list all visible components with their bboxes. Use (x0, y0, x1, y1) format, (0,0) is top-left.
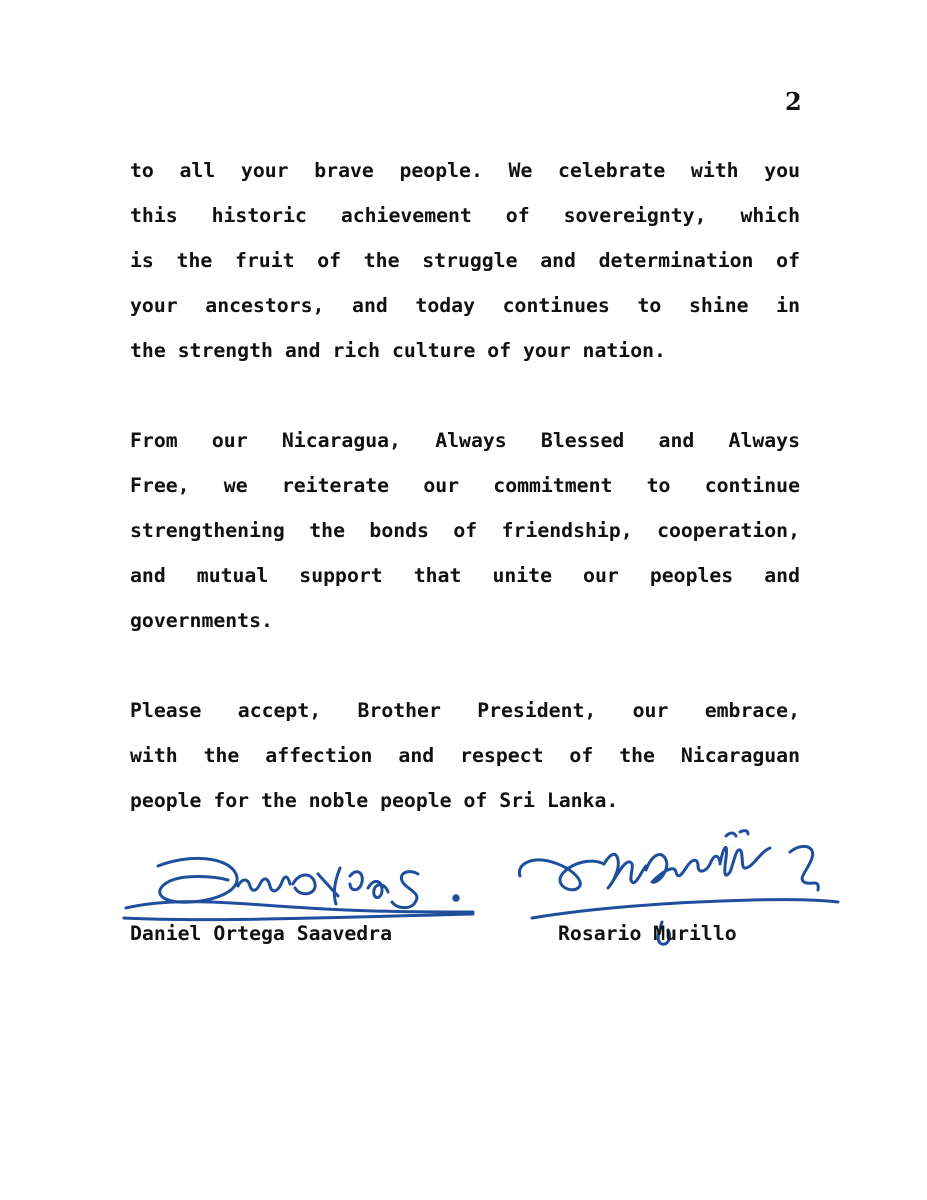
paragraph-line: Please accept, Brother President, our embrace, (130, 699, 800, 722)
paragraph-3 (130, 688, 800, 823)
paragraph-line: people for the noble people of Sri Lanka. (130, 789, 619, 812)
paragraph-line: governments. (130, 609, 273, 632)
paragraph-line: is the fruit of the struggle and determination of (130, 249, 800, 272)
paragraph-line: with the affection and respect of the Nicaraguan (130, 744, 800, 767)
handwritten-signature-icon (118, 846, 488, 926)
letter-body (130, 148, 800, 868)
signature-daniel-ortega (118, 846, 488, 926)
paragraph-1 (130, 148, 800, 373)
paragraph-line: strengthening the bonds of friendship, cooperation, (130, 519, 800, 542)
signatory-name: Rosario Murillo (558, 922, 737, 945)
signatory-name: Daniel Ortega Saavedra (130, 922, 393, 945)
paragraph-line: and mutual support that unite our peoples and (130, 564, 800, 587)
paragraph-line: your ancestors, and today continues to shine in (130, 294, 800, 317)
paragraph-line: the strength and rich culture of your nation. (130, 339, 666, 362)
paragraph-line: this historic achievement of sovereignty, which (130, 204, 800, 227)
paragraph-line: Free, we reiterate our commitment to continue (130, 474, 800, 497)
paragraph-line: From our Nicaragua, Always Blessed and Always (130, 429, 800, 452)
paragraph-2 (130, 418, 800, 643)
paragraph-line: to all your brave people. We celebrate with you (130, 159, 800, 182)
page-number: 2 (785, 87, 802, 116)
